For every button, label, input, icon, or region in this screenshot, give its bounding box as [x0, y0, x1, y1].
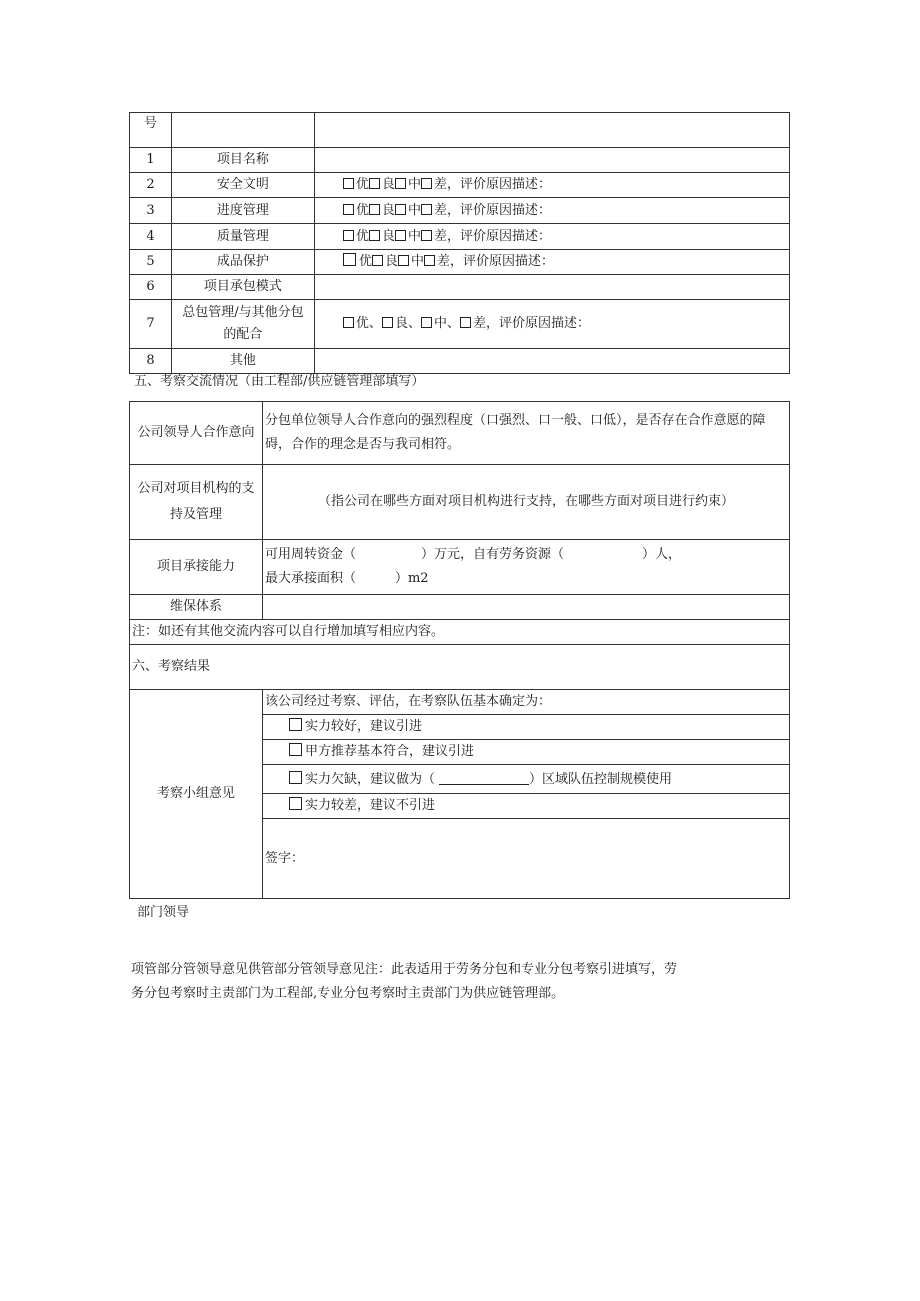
header-num: 号 — [143, 116, 157, 131]
header-name-cell — [171, 113, 314, 148]
checkbox-fine[interactable] — [372, 255, 383, 266]
checkbox-option-4[interactable] — [289, 797, 302, 810]
row-eval[interactable]: 优、 良、 中、 差，评价原因描述： — [314, 300, 789, 349]
section5-title: 五、考察交流情况（由工程部/供应链管理部填写） — [134, 374, 425, 389]
opinion-option-1[interactable]: 实力较好，建议引进 — [263, 714, 789, 739]
section6-title: 六、考察结果 — [130, 645, 790, 690]
team-opinion-cell — [262, 690, 789, 899]
evaluation-table — [129, 112, 790, 374]
checkbox-option-1[interactable] — [289, 718, 302, 731]
leader-intent-label-cell — [130, 402, 263, 465]
checkbox-fine[interactable] — [369, 178, 380, 189]
row-num: 1 — [130, 148, 172, 173]
row-name-text: 总包管理/与其他分包的配合 — [182, 305, 304, 342]
row-num: 6 — [130, 275, 172, 300]
checkbox-good[interactable] — [343, 230, 354, 241]
capacity-label: 项目承接能力 — [130, 540, 263, 595]
checkbox-good[interactable] — [343, 204, 354, 215]
checkbox-fine[interactable] — [369, 204, 380, 215]
row-num: 5 — [130, 250, 172, 275]
checkbox-option-2[interactable] — [289, 743, 302, 756]
checkbox-bad[interactable] — [421, 230, 432, 241]
checkbox-bad[interactable] — [421, 178, 432, 189]
support-label: 公司对项目机构的支持及管理 — [137, 481, 255, 522]
row-num: 2 — [130, 173, 172, 198]
row-name: 成品保护 — [171, 250, 314, 275]
signature-label: 签字： — [264, 851, 304, 866]
row-name: 项目名称 — [171, 148, 314, 173]
region-blank[interactable] — [439, 770, 529, 785]
checkbox-good[interactable] — [343, 317, 354, 328]
row-eval[interactable] — [314, 148, 789, 173]
row-name: 项目承包模式 — [171, 275, 314, 300]
support-content[interactable]: （指公司在哪些方面对项目机构进行支持，在哪些方面对项目进行约束） — [262, 465, 789, 540]
row-eval[interactable] — [314, 275, 789, 300]
checkbox-bad[interactable] — [424, 255, 435, 266]
row-num: 3 — [130, 198, 172, 224]
checkbox-mid[interactable] — [421, 317, 432, 328]
checkbox-mid[interactable] — [395, 230, 406, 241]
capacity-line-1: 可用周转资金（ ）万元，自有劳务资源（ ）人， — [264, 547, 681, 562]
checkbox-mid[interactable] — [395, 178, 406, 189]
table-row — [130, 349, 790, 374]
opinion-intro: 该公司经过考察、评估，在考察队伍基本确定为： — [264, 694, 551, 709]
table-row — [130, 250, 790, 275]
row-name: 安全文明 — [171, 173, 314, 198]
signature-area[interactable] — [263, 818, 789, 897]
warranty-content[interactable] — [262, 595, 789, 620]
footer-note-line-2: 务分包考察时主责部门为工程部,专业分包考察时主责部门为供应链管理部。 — [131, 986, 565, 1001]
opinion-option-3[interactable]: 实力欠缺，建议做为（ ）区域队伍控制规模使用 — [263, 764, 789, 793]
dept-leader: 部门领导 — [137, 905, 190, 920]
table-row — [130, 300, 790, 349]
checkbox-good[interactable] — [343, 253, 356, 266]
checkbox-mid[interactable] — [398, 255, 409, 266]
table-row — [130, 275, 790, 300]
checkbox-option-3[interactable] — [289, 771, 302, 784]
row-name: 其他 — [171, 349, 314, 374]
row-name: 质量管理 — [171, 224, 314, 250]
footer-note — [131, 958, 791, 1006]
footer-note-line-1: 项管部分管领导意见供管部分管领导意见注：此表适用于劳务分包和专业分包考察引进填写，劳 — [131, 962, 678, 977]
row-eval[interactable]: 优 良 中 差，评价原因描述： — [314, 198, 789, 224]
row-num: 7 — [130, 300, 172, 349]
row-eval[interactable]: 优 良 中 差，评价原因描述： — [314, 173, 789, 198]
team-opinion-label: 考察小组意见 — [130, 690, 263, 899]
table-row — [130, 173, 790, 198]
row-num: 4 — [130, 224, 172, 250]
row-eval[interactable]: 优 良 中 差，评价原因描述： — [314, 250, 789, 275]
checkbox-good[interactable] — [343, 178, 354, 189]
row-num: 8 — [130, 349, 172, 374]
opinion-option-2[interactable]: 甲方推荐基本符合，建议引进 — [263, 739, 789, 764]
exchange-note: 注：如还有其他交流内容可以自行增加填写相应内容。 — [130, 620, 790, 645]
warranty-label: 维保体系 — [130, 595, 263, 620]
checkbox-mid[interactable] — [395, 204, 406, 215]
header-num-cell — [130, 113, 172, 148]
table-row — [130, 148, 790, 173]
header-eval-cell — [314, 113, 789, 148]
support-label-cell — [130, 465, 263, 540]
checkbox-fine[interactable] — [382, 317, 393, 328]
exchange-table — [129, 401, 790, 899]
checkbox-bad[interactable] — [421, 204, 432, 215]
row-eval[interactable] — [314, 349, 789, 374]
capacity-line-2: 最大承接面积（ ）m2 — [264, 571, 429, 586]
row-name: 进度管理 — [171, 198, 314, 224]
row-name — [171, 300, 314, 349]
leader-intent-content[interactable]: 分包单位领导人合作意向的强烈程度（口强烈、口一般、口低），是否存在合作意愿的障碍，合作的理念是否与我司相符。 — [262, 402, 789, 465]
leader-intent-label: 公司领导人合作意向 — [137, 425, 255, 440]
capacity-content[interactable] — [262, 540, 789, 595]
checkbox-fine[interactable] — [369, 230, 380, 241]
opinion-option-4[interactable]: 实力较差，建议不引进 — [263, 793, 789, 818]
table-row — [130, 198, 790, 224]
table-row — [130, 224, 790, 250]
checkbox-bad[interactable] — [460, 317, 471, 328]
row-eval[interactable]: 优 良 中 差，评价原因描述： — [314, 224, 789, 250]
